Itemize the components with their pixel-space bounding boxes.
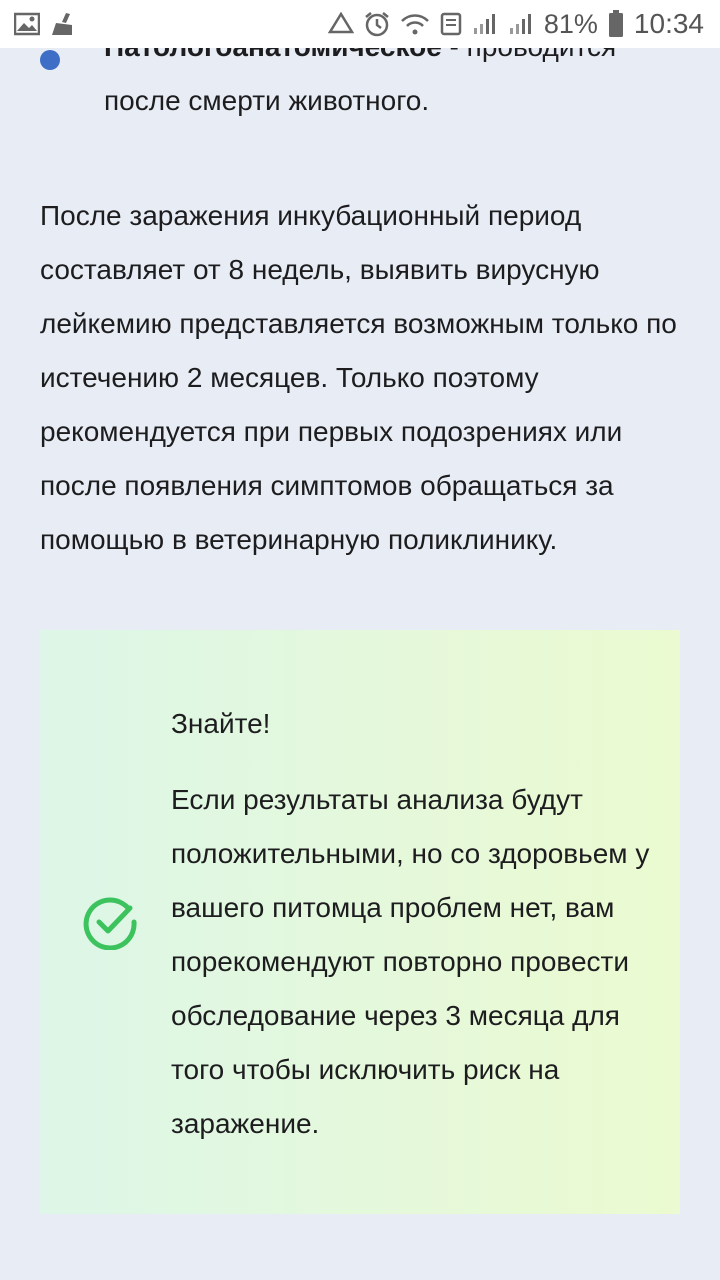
status-bar-right	[328, 8, 704, 40]
check-circle-icon	[82, 894, 138, 950]
battery-percent: 81%	[543, 8, 598, 39]
status-bar-left	[14, 11, 78, 37]
signal-roaming-icon	[508, 12, 534, 36]
note-title: Знайте!	[171, 708, 271, 739]
battery-icon	[608, 10, 624, 38]
recycle-icon	[328, 12, 354, 36]
note-body: Если результаты анализа будут положительными, но со здоровьем у вашего питомца проблем нет, вам порекомендуют повторно провести обследование через 3 месяца для того чтобы исключить риск на заражение.	[171, 784, 650, 1139]
wifi-icon	[400, 12, 430, 36]
signal-icon	[472, 12, 498, 36]
list-item-rest: после смерти животного.	[104, 85, 430, 116]
cleaner-icon	[50, 11, 78, 37]
alarm-icon	[364, 11, 390, 37]
info-note-box	[40, 630, 680, 1214]
gallery-icon	[14, 12, 40, 36]
data-icon	[440, 12, 462, 36]
article-paragraph: После заражения инкубационный период составляет от 8 недель, выявить вирусную лейкемию представляется возможным только по истечению 2 месяцев. Только поэтому рекомендуется при первых подозрениях или после появления симптомов обращаться за помощью в ветеринарную поликлинику.	[40, 200, 677, 555]
bullet-dot-icon	[40, 50, 60, 70]
clock-time: 10:34	[633, 8, 704, 39]
status-bar	[0, 0, 720, 48]
